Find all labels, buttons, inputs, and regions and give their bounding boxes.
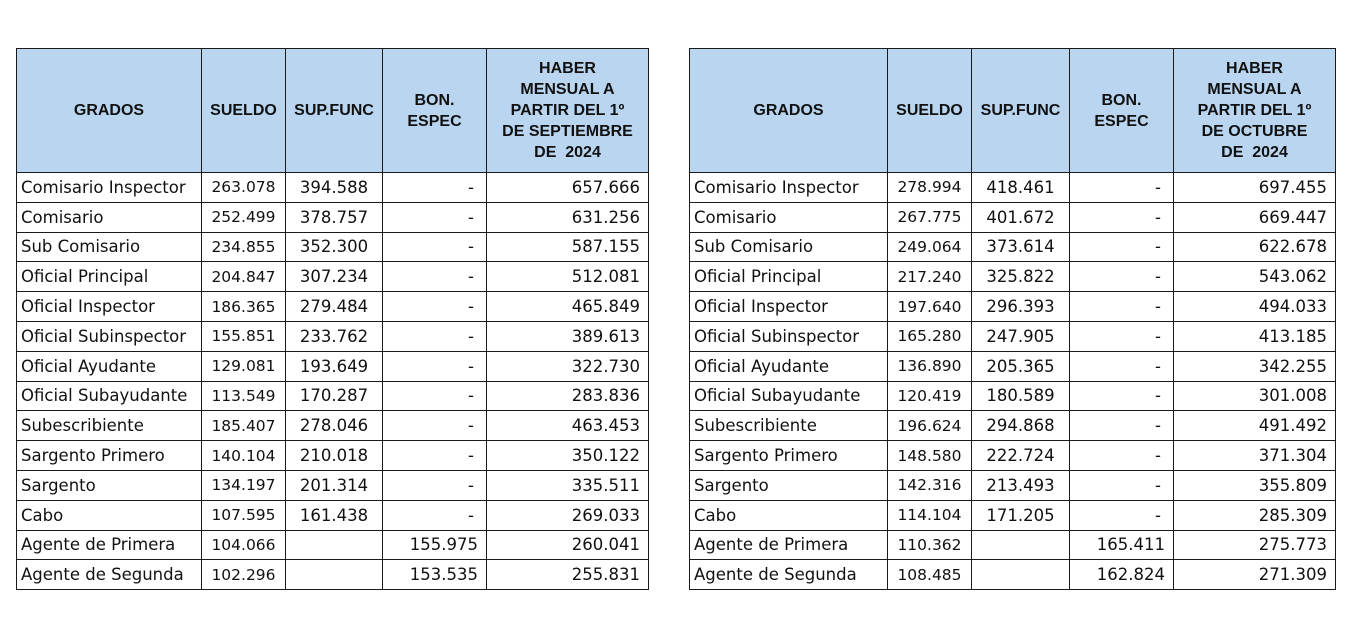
table-row <box>17 500 649 530</box>
cell-grado: Comisario Inspector <box>690 173 888 203</box>
table-row <box>690 173 1336 203</box>
cell-bon-espec: - <box>1070 470 1174 500</box>
table-body <box>690 173 1336 590</box>
table-body <box>17 173 649 590</box>
cell-haber: 697.455 <box>1174 173 1336 203</box>
header-haber-line: PARTIR DEL 1º <box>1197 102 1312 119</box>
cell-sup-func: 325.822 <box>972 262 1070 292</box>
cell-bon-espec: 162.824 <box>1070 560 1174 590</box>
header-bon-espec <box>1070 49 1174 173</box>
cell-sup-func: 201.314 <box>286 470 383 500</box>
header-bon-espec-line: BON. <box>1101 91 1142 109</box>
cell-bon-espec: - <box>1070 173 1174 203</box>
cell-sueldo: 142.316 <box>888 470 972 500</box>
table-row <box>690 530 1336 560</box>
cell-sueldo: 165.280 <box>888 321 972 351</box>
cell-sueldo: 234.855 <box>202 232 286 262</box>
cell-haber: 465.849 <box>487 292 649 322</box>
header-haber-line: MENSUAL A <box>520 81 615 98</box>
cell-sueldo: 102.296 <box>202 560 286 590</box>
table-row <box>17 262 649 292</box>
cell-sueldo: 113.549 <box>202 381 286 411</box>
cell-grado: Oficial Inspector <box>17 292 202 322</box>
cell-grado: Comisario <box>690 202 888 232</box>
cell-haber: 342.255 <box>1174 351 1336 381</box>
cell-bon-espec: - <box>383 202 487 232</box>
cell-haber: 491.492 <box>1174 411 1336 441</box>
cell-grado: Cabo <box>17 500 202 530</box>
header-haber-line: DE SEPTIEMBRE <box>502 123 633 140</box>
cell-haber: 275.773 <box>1174 530 1336 560</box>
cell-bon-espec: - <box>383 173 487 203</box>
cell-sup-func: 378.757 <box>286 202 383 232</box>
cell-haber: 512.081 <box>487 262 649 292</box>
cell-sup-func: 161.438 <box>286 500 383 530</box>
cell-haber: 271.309 <box>1174 560 1336 590</box>
cell-grado: Oficial Ayudante <box>690 351 888 381</box>
cell-bon-espec: - <box>1070 321 1174 351</box>
cell-sueldo: 252.499 <box>202 202 286 232</box>
cell-haber: 587.155 <box>487 232 649 262</box>
cell-sueldo: 185.407 <box>202 411 286 441</box>
cell-haber: 371.304 <box>1174 441 1336 471</box>
table-row <box>690 321 1336 351</box>
cell-sup-func: 170.287 <box>286 381 383 411</box>
cell-sueldo: 134.197 <box>202 470 286 500</box>
table-row <box>690 202 1336 232</box>
cell-sueldo: 114.104 <box>888 500 972 530</box>
header-bon-espec-line: BON. <box>414 91 455 109</box>
cell-grado: Oficial Subayudante <box>690 381 888 411</box>
table-row <box>690 232 1336 262</box>
cell-grado: Agente de Segunda <box>690 560 888 590</box>
cell-grado: Oficial Principal <box>690 262 888 292</box>
cell-sueldo: 278.994 <box>888 173 972 203</box>
cell-sueldo: 110.362 <box>888 530 972 560</box>
cell-sup-func: 205.365 <box>972 351 1070 381</box>
cell-grado: Agente de Primera <box>690 530 888 560</box>
table-row <box>690 441 1336 471</box>
cell-bon-espec: - <box>383 321 487 351</box>
cell-grado: Comisario <box>17 202 202 232</box>
cell-sup-func: 222.724 <box>972 441 1070 471</box>
header-bon-espec-line: ESPEC <box>1094 112 1149 130</box>
salary-table-september <box>16 48 649 590</box>
cell-sup-func: 279.484 <box>286 292 383 322</box>
table-row <box>17 530 649 560</box>
cell-bon-espec: - <box>1070 292 1174 322</box>
cell-haber: 413.185 <box>1174 321 1336 351</box>
header-sueldo: SUELDO <box>202 49 286 173</box>
cell-haber: 389.613 <box>487 321 649 351</box>
cell-sup-func: 180.589 <box>972 381 1070 411</box>
cell-bon-espec: - <box>1070 262 1174 292</box>
cell-grado: Subescribiente <box>17 411 202 441</box>
header-grados: GRADOS <box>17 49 202 173</box>
cell-grado: Oficial Principal <box>17 262 202 292</box>
cell-bon-espec: - <box>1070 381 1174 411</box>
header-haber-line: DE OCTUBRE <box>1201 123 1308 140</box>
cell-sup-func: 296.393 <box>972 292 1070 322</box>
cell-grado: Sub Comisario <box>17 232 202 262</box>
cell-haber: 355.809 <box>1174 470 1336 500</box>
cell-sueldo: 108.485 <box>888 560 972 590</box>
header-haber-line: HABER <box>1226 60 1283 77</box>
cell-grado: Comisario Inspector <box>17 173 202 203</box>
table-row <box>690 351 1336 381</box>
cell-sup-func: 294.868 <box>972 411 1070 441</box>
cell-bon-espec: - <box>383 411 487 441</box>
header-bon-espec <box>383 49 487 173</box>
cell-grado: Oficial Subinspector <box>17 321 202 351</box>
cell-bon-espec: - <box>1070 202 1174 232</box>
cell-haber: 350.122 <box>487 441 649 471</box>
cell-grado: Sargento <box>17 470 202 500</box>
cell-haber: 631.256 <box>487 202 649 232</box>
cell-sueldo: 129.081 <box>202 351 286 381</box>
cell-bon-espec: - <box>383 351 487 381</box>
table-row <box>17 411 649 441</box>
cell-haber: 463.453 <box>487 411 649 441</box>
table-row <box>17 351 649 381</box>
table-row <box>690 560 1336 590</box>
cell-sup-func <box>286 530 383 560</box>
cell-grado: Cabo <box>690 500 888 530</box>
cell-sueldo: 136.890 <box>888 351 972 381</box>
cell-bon-espec: - <box>1070 232 1174 262</box>
cell-sup-func <box>972 560 1070 590</box>
cell-haber: 283.836 <box>487 381 649 411</box>
cell-sueldo: 107.595 <box>202 500 286 530</box>
cell-sup-func: 352.300 <box>286 232 383 262</box>
cell-sueldo: 249.064 <box>888 232 972 262</box>
header-sueldo: SUELDO <box>888 49 972 173</box>
cell-grado: Oficial Subayudante <box>17 381 202 411</box>
header-haber-line: HABER <box>539 60 596 77</box>
header-haber-line: MENSUAL A <box>1207 81 1302 98</box>
cell-grado: Sargento <box>690 470 888 500</box>
header-sup-func: SUP.FUNC <box>286 49 383 173</box>
cell-sueldo: 104.066 <box>202 530 286 560</box>
table-row <box>17 173 649 203</box>
header-grados: GRADOS <box>690 49 888 173</box>
header-haber-line: DE 2024 <box>1221 144 1288 161</box>
cell-haber: 657.666 <box>487 173 649 203</box>
cell-bon-espec: - <box>383 500 487 530</box>
cell-grado: Oficial Ayudante <box>17 351 202 381</box>
cell-haber: 301.008 <box>1174 381 1336 411</box>
cell-sup-func <box>972 530 1070 560</box>
cell-bon-espec: - <box>383 262 487 292</box>
cell-bon-espec: 153.535 <box>383 560 487 590</box>
cell-sup-func: 373.614 <box>972 232 1070 262</box>
cell-grado: Sargento Primero <box>690 441 888 471</box>
salary-table-october <box>689 48 1336 590</box>
cell-sueldo: 217.240 <box>888 262 972 292</box>
cell-sup-func: 278.046 <box>286 411 383 441</box>
cell-haber: 322.730 <box>487 351 649 381</box>
cell-haber: 285.309 <box>1174 500 1336 530</box>
table-row <box>17 232 649 262</box>
cell-haber: 543.062 <box>1174 262 1336 292</box>
table-row <box>17 321 649 351</box>
cell-bon-espec: - <box>383 441 487 471</box>
cell-grado: Sub Comisario <box>690 232 888 262</box>
cell-haber: 494.033 <box>1174 292 1336 322</box>
cell-sup-func: 307.234 <box>286 262 383 292</box>
cell-bon-espec: - <box>383 470 487 500</box>
cell-sueldo: 140.104 <box>202 441 286 471</box>
cell-sueldo: 120.419 <box>888 381 972 411</box>
cell-sup-func <box>286 560 383 590</box>
cell-grado: Sargento Primero <box>17 441 202 471</box>
cell-sup-func: 394.588 <box>286 173 383 203</box>
cell-sueldo: 186.365 <box>202 292 286 322</box>
cell-sueldo: 267.775 <box>888 202 972 232</box>
cell-bon-espec: 155.975 <box>383 530 487 560</box>
table-row <box>17 292 649 322</box>
cell-bon-espec: - <box>1070 500 1174 530</box>
table-row <box>17 202 649 232</box>
cell-sueldo: 197.640 <box>888 292 972 322</box>
cell-haber: 269.033 <box>487 500 649 530</box>
cell-bon-espec: - <box>383 292 487 322</box>
table-row <box>690 292 1336 322</box>
header-haber-mensual <box>487 49 649 173</box>
table-row <box>690 381 1336 411</box>
cell-haber: 255.831 <box>487 560 649 590</box>
header-sup-func: SUP.FUNC <box>972 49 1070 173</box>
cell-haber: 622.678 <box>1174 232 1336 262</box>
cell-bon-espec: 165.411 <box>1070 530 1174 560</box>
cell-bon-espec: - <box>1070 411 1174 441</box>
cell-sup-func: 171.205 <box>972 500 1070 530</box>
cell-grado: Agente de Primera <box>17 530 202 560</box>
cell-grado: Subescribiente <box>690 411 888 441</box>
table-row <box>690 262 1336 292</box>
cell-bon-espec: - <box>1070 351 1174 381</box>
cell-sup-func: 247.905 <box>972 321 1070 351</box>
table-row <box>690 470 1336 500</box>
cell-bon-espec: - <box>383 232 487 262</box>
cell-haber: 335.511 <box>487 470 649 500</box>
cell-grado: Agente de Segunda <box>17 560 202 590</box>
cell-bon-espec: - <box>383 381 487 411</box>
cell-grado: Oficial Subinspector <box>690 321 888 351</box>
cell-sueldo: 196.624 <box>888 411 972 441</box>
cell-sueldo: 263.078 <box>202 173 286 203</box>
header-haber-line: PARTIR DEL 1º <box>510 102 625 119</box>
cell-bon-espec: - <box>1070 441 1174 471</box>
header-row <box>17 49 649 173</box>
cell-sup-func: 401.672 <box>972 202 1070 232</box>
cell-sueldo: 204.847 <box>202 262 286 292</box>
table-row <box>17 381 649 411</box>
header-row <box>690 49 1336 173</box>
table-row <box>17 560 649 590</box>
cell-haber: 669.447 <box>1174 202 1336 232</box>
cell-sup-func: 233.762 <box>286 321 383 351</box>
table-row <box>690 411 1336 441</box>
cell-sup-func: 193.649 <box>286 351 383 381</box>
table-row <box>17 441 649 471</box>
cell-grado: Oficial Inspector <box>690 292 888 322</box>
cell-sup-func: 418.461 <box>972 173 1070 203</box>
table-row <box>690 500 1336 530</box>
table-row <box>17 470 649 500</box>
header-haber-line: DE 2024 <box>534 144 601 161</box>
cell-sueldo: 148.580 <box>888 441 972 471</box>
cell-sup-func: 210.018 <box>286 441 383 471</box>
cell-haber: 260.041 <box>487 530 649 560</box>
cell-sup-func: 213.493 <box>972 470 1070 500</box>
cell-sueldo: 155.851 <box>202 321 286 351</box>
header-haber-mensual <box>1174 49 1336 173</box>
header-bon-espec-line: ESPEC <box>407 112 462 130</box>
